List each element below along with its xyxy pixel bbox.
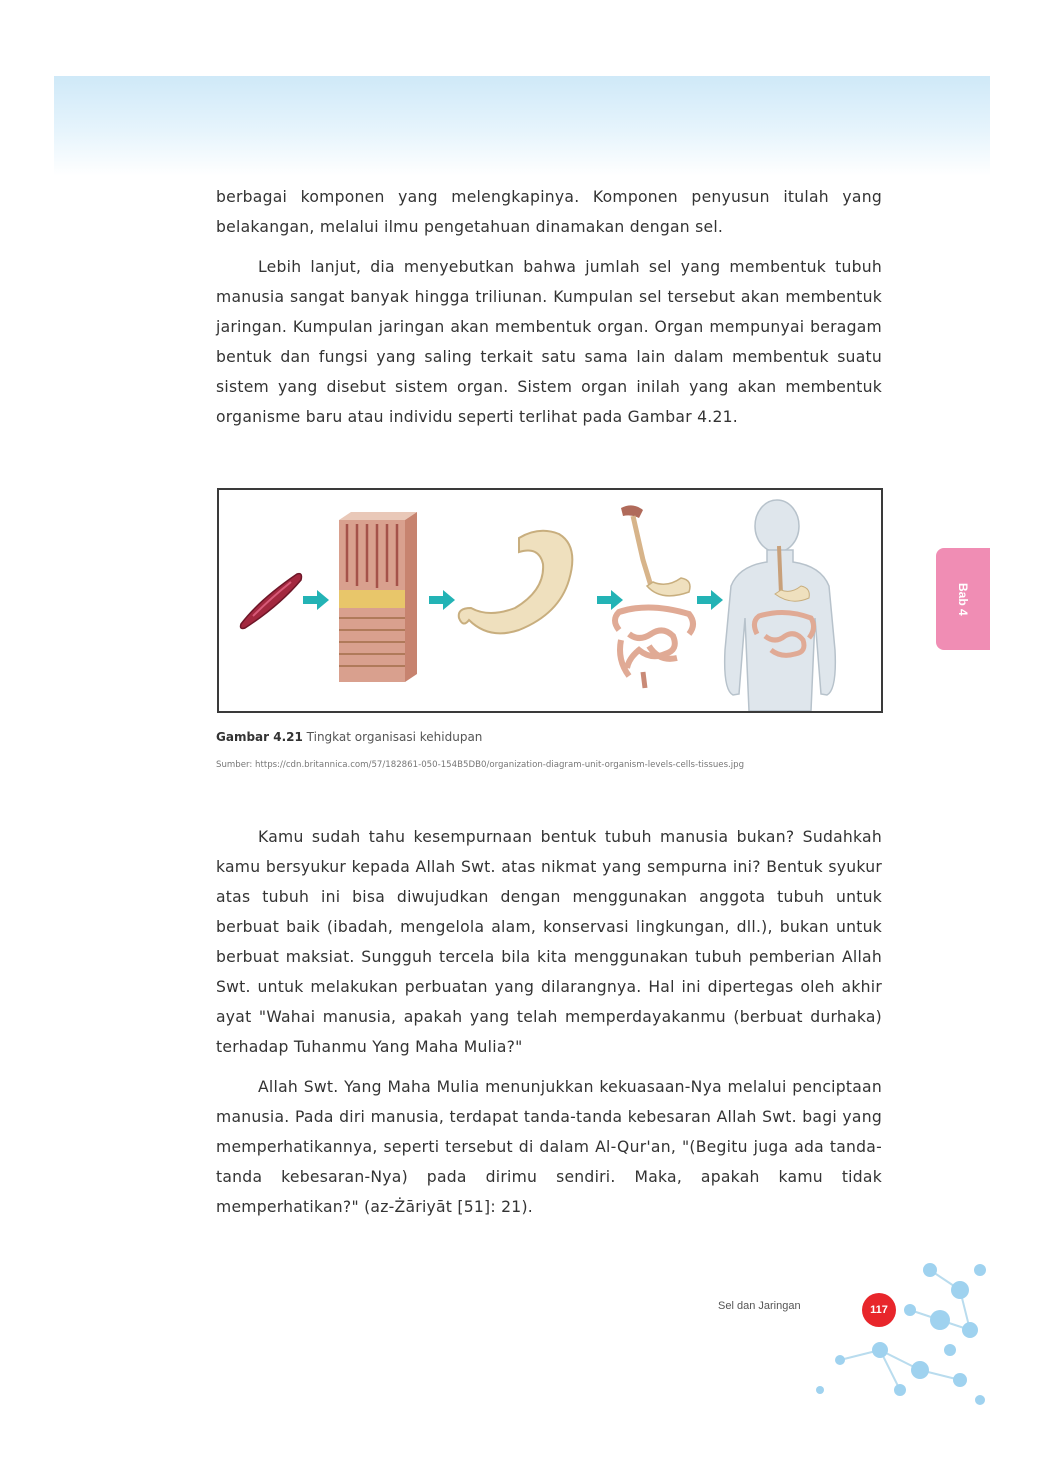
figure-caption <box>216 728 882 746</box>
caption-text: Tingkat organisasi kehidupan <box>302 730 483 744</box>
chapter-tab-label: Bab 4 <box>956 582 970 616</box>
caption-label: Gambar 4.21 <box>216 730 303 744</box>
paragraph: Allah Swt. Yang Maha Mulia menunjukkan kekuasaan-Nya melalui penciptaan manusia. Pada diri manusia, terdapat tanda-tanda kebesaran Allah Swt. bagi yang memperhatikannya, seperti tersebut di dalam Al-Qur'an, "(Begitu juga ada tanda-tanda kebesaran-Nya) pada dirimu sendiri. Maka, apakah kamu tidak memperhatikan?" (az-Żāriyāt [51]: 21). <box>216 1078 882 1216</box>
figure-source: Sumber: https://cdn.britannica.com/57/182861-050-154B5DB0/organization-diagram-unit-organism-levels-cells-tissues.jpg <box>216 760 745 770</box>
cell-illustration <box>241 574 302 629</box>
footer-chapter-title: Sel dan Jaringan <box>718 1300 801 1312</box>
header-band <box>54 76 990 176</box>
stomach-illustration <box>459 531 573 634</box>
arrow-icon <box>429 590 455 610</box>
tissue-illustration <box>339 512 417 682</box>
body-text-top <box>216 182 882 442</box>
organization-diagram <box>219 490 881 711</box>
digestive-system-illustration <box>615 505 693 688</box>
body-text-bottom <box>216 822 882 1232</box>
paragraph: Kamu sudah tahu kesempurnaan bentuk tubuh manusia bukan? Sudahkah kamu bersyukur kepada Allah Swt. atas nikmat yang sempurna ini? Bentuk syukur atas tubuh ini bisa diwujudkan dengan menggunakan anggota tubuh untuk berbuat baik (ibadah, mengelola alam, konservasi lingkungan, dll.), bukan untuk berbuat maksiat. Sungguh tercela bila kita menggunakan tubuh pemberian Allah Swt. untuk melakukan perbuatan yang dilarangnya. Hal ini dipertegas oleh akhir ayat "Wahai manusia, apakah yang telah memperdayakanmu (berbuat durhaka) terhadap Tuhanmu Yang Maha Mulia?" <box>216 828 882 1056</box>
arrow-icon <box>697 590 723 610</box>
molecule-decoration <box>780 1250 990 1410</box>
figure-organization-levels <box>217 488 883 713</box>
chapter-tab <box>936 548 990 650</box>
arrow-icon <box>303 590 329 610</box>
page-number: 117 <box>862 1293 896 1327</box>
paragraph: Lebih lanjut, dia menyebutkan bahwa jumlah sel yang membentuk tubuh manusia sangat banyak hingga triliunan. Kumpulan sel tersebut akan membentuk jaringan. Kumpulan jaringan akan membentuk organ. Organ mempunyai beragam bentuk dan fungsi yang saling terkait satu sama lain dalam membentuk suatu sistem yang disebut sistem organ. Sistem organ inilah yang akan membentuk organisme baru atau individu seperti terlihat pada Gambar 4.21. <box>216 258 882 426</box>
arrow-icon <box>597 590 623 610</box>
human-body-illustration <box>725 500 836 711</box>
paragraph: berbagai komponen yang melengkapinya. Komponen penyusun itulah yang belakangan, melalui ilmu pengetahuan dinamakan dengan sel. <box>216 188 882 236</box>
